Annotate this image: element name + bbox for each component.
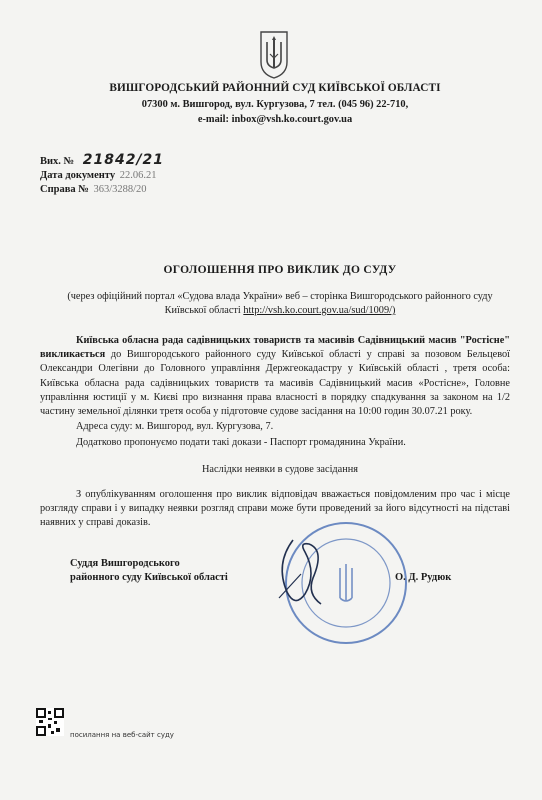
notice-title: ОГОЛОШЕННЯ ПРО ВИКЛИК ДО СУДУ xyxy=(163,264,397,276)
outgoing-number-handwritten: 21842/21 xyxy=(82,152,165,168)
summons-paragraph xyxy=(40,334,510,419)
case-number-row xyxy=(40,184,147,195)
subtitle-line1: (через офіційний портал «Судова влада України» веб – сторінка Вишгородського районного суду xyxy=(67,291,493,302)
judge-title-line2: районного суду Київської області xyxy=(70,572,228,583)
signature-icon xyxy=(265,534,345,614)
notice-subtitle xyxy=(40,290,520,318)
consequences-paragraph: З опублікуванням оголошення про виклик відповідач вважається повідомленим про час і місце розгляду справи і у випадку неявки розгляд справи може бути проведений за його відсутності на підставі наявних у справі доказів. xyxy=(40,489,510,529)
subtitle-line2-prefix: Київської області xyxy=(164,305,241,316)
judge-name: О. Д. Рудюк xyxy=(395,572,452,583)
judge-title-line1: Суддя Вишгородського xyxy=(70,558,180,569)
document-date-value: 22.06.21 xyxy=(119,170,157,181)
case-number-label: Справа № xyxy=(40,184,89,195)
consequences-heading: Наслідки неявки в судове засідання xyxy=(201,464,358,475)
trident-emblem-icon xyxy=(257,28,291,80)
summoned-party: Київська обласна рада садівницьких товариств та масивів Садівницький масив "Ростісне" викликається xyxy=(40,335,510,361)
email-label: e-mail: xyxy=(197,114,230,125)
qr-code-icon[interactable] xyxy=(36,708,64,736)
court-name-heading: ВИШГОРОДСЬКИЙ РАЙОННИЙ СУД КИЇВСЬКОЇ ОБЛАСТІ xyxy=(109,82,441,94)
document-date-row xyxy=(40,170,156,181)
outgoing-number-row xyxy=(40,152,164,168)
court-email-line xyxy=(60,114,490,125)
case-number-value: 363/3288/20 xyxy=(93,184,147,195)
court-address-line: Адреса суду: м. Вишгород, вул. Кургузова, 7. xyxy=(76,421,274,432)
court-website-link[interactable]: http://vsh.ko.court.gov.ua/sud/1009/) xyxy=(243,305,396,316)
document-date-label: Дата документу xyxy=(40,170,116,181)
qr-caption: посилання на веб-сайт суду xyxy=(70,731,174,739)
additional-documents-line: Додатково пропонуємо подати такі докази - Паспорт громадянина України. xyxy=(76,437,406,448)
email-link[interactable]: inbox@vsh.ko.court.gov.ua xyxy=(231,114,353,125)
outgoing-number-label: Вих. № xyxy=(40,156,75,167)
subtitle-line2 xyxy=(40,304,520,318)
summons-details: до Вишгородського районного суду Київської області у справі за позовом Бельцевої Олександри Олегівни до Головного управління Держгеокадастру у Київській області , третя особа: Київська обласна рада садівницьких товариств та масивів Садівницький масив «Ростісне», Головне управління юстиції у м. Києві про визнання права власності в порядку спадкування за законом на 1/2 частину земельної ділянки третя особа у підготовче судове засідання на 10:00 годин 30.07.21 року. xyxy=(40,349,510,418)
court-address: 07300 м. Вишгород, вул. Кургузова, 7 тел. (045 96) 22-710, xyxy=(141,99,409,110)
